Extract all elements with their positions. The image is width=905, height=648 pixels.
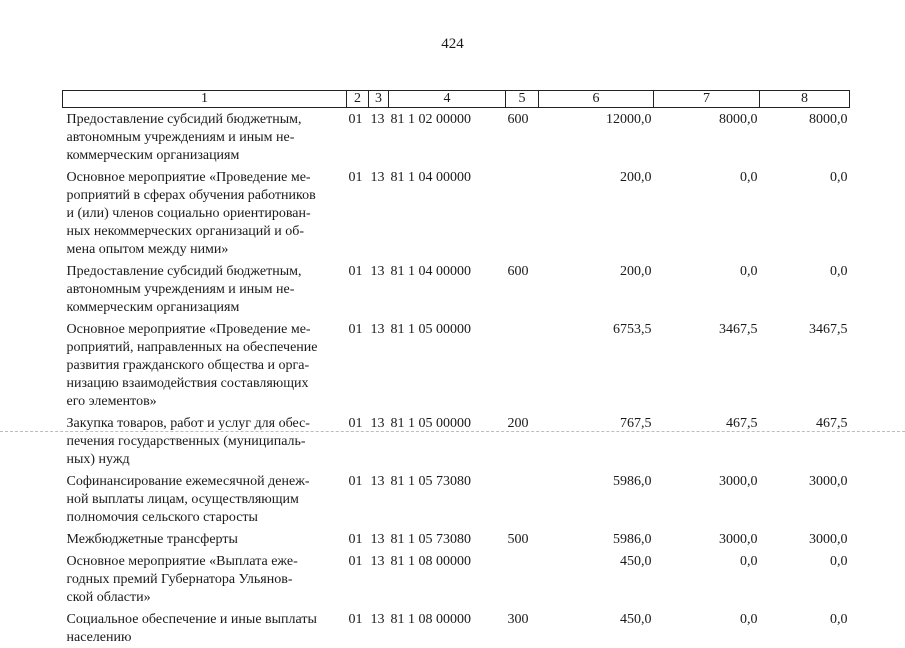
target-article-cell: 81 1 04 00000: [389, 260, 506, 318]
row-name-line: и (или) членов социально ориентирован-: [67, 205, 341, 223]
table-row: [63, 608, 850, 648]
table-row: [63, 412, 850, 470]
scan-artifact-line: [0, 431, 905, 432]
column-header: 2: [347, 91, 369, 108]
amount-col6-cell: 767,5: [539, 412, 654, 470]
amount-col8-cell: 8000,0: [760, 108, 850, 167]
expense-type-cell: 600: [506, 108, 539, 167]
row-name-cell: [63, 108, 347, 167]
row-name-line: Межбюджетные трансферты: [67, 531, 341, 549]
column-header: 5: [506, 91, 539, 108]
header-row: [63, 91, 850, 108]
subsection-code-cell: 13: [369, 412, 389, 470]
row-name-cell: [63, 166, 347, 260]
subsection-code-cell: 13: [369, 260, 389, 318]
row-name-cell: [63, 608, 347, 648]
amount-col7-cell: 0,0: [654, 260, 760, 318]
table-row: [63, 470, 850, 528]
section-code-cell: 01: [347, 412, 369, 470]
amount-col7-cell: 0,0: [654, 550, 760, 608]
row-name-line: автономным учреждениям и иным не-: [67, 129, 341, 147]
target-article-cell: 81 1 05 00000: [389, 318, 506, 412]
row-name-line: полномочия сельского старосты: [67, 509, 341, 527]
row-name-line: Софинансирование ежемесячной денеж-: [67, 473, 341, 491]
target-article-cell: 81 1 04 00000: [389, 166, 506, 260]
row-name-line: ных) нужд: [67, 451, 341, 469]
column-header: 8: [760, 91, 850, 108]
amount-col6-cell: 450,0: [539, 608, 654, 648]
column-header: 3: [369, 91, 389, 108]
subsection-code-cell: 13: [369, 166, 389, 260]
subsection-code-cell: 13: [369, 318, 389, 412]
row-name-line: населению: [67, 629, 341, 647]
amount-col7-cell: 3000,0: [654, 528, 760, 550]
row-name-line: Основное мероприятие «Проведение ме-: [67, 321, 341, 339]
target-article-cell: 81 1 05 73080: [389, 470, 506, 528]
amount-col6-cell: 5986,0: [539, 470, 654, 528]
row-name-line: коммерческим организациям: [67, 147, 341, 165]
budget-table: [62, 90, 850, 648]
amount-col6-cell: 12000,0: [539, 108, 654, 167]
section-code-cell: 01: [347, 528, 369, 550]
table-body: [63, 108, 850, 648]
row-name-cell: [63, 260, 347, 318]
row-name-line: Предоставление субсидий бюджетным,: [67, 111, 341, 129]
amount-col7-cell: 3000,0: [654, 470, 760, 528]
row-name-cell: [63, 412, 347, 470]
section-code-cell: 01: [347, 260, 369, 318]
section-code-cell: 01: [347, 550, 369, 608]
expense-type-cell: 500: [506, 528, 539, 550]
amount-col6-cell: 6753,5: [539, 318, 654, 412]
row-name-line: Социальное обеспечение и иные выплаты: [67, 611, 341, 629]
amount-col7-cell: 467,5: [654, 412, 760, 470]
column-header: 1: [63, 91, 347, 108]
row-name-line: Предоставление субсидий бюджетным,: [67, 263, 341, 281]
row-name-line: роприятий в сферах обучения работников: [67, 187, 341, 205]
section-code-cell: 01: [347, 166, 369, 260]
column-header: 4: [389, 91, 506, 108]
table-row: [63, 550, 850, 608]
amount-col8-cell: 0,0: [760, 166, 850, 260]
expense-type-cell: 300: [506, 608, 539, 648]
row-name-line: годных премий Губернатора Ульянов-: [67, 571, 341, 589]
amount-col8-cell: 0,0: [760, 260, 850, 318]
row-name-line: Основное мероприятие «Выплата еже-: [67, 553, 341, 571]
subsection-code-cell: 13: [369, 108, 389, 167]
row-name-cell: [63, 318, 347, 412]
amount-col8-cell: 3000,0: [760, 528, 850, 550]
table-row: [63, 260, 850, 318]
subsection-code-cell: 13: [369, 550, 389, 608]
amount-col8-cell: 3000,0: [760, 470, 850, 528]
row-name-line: его элементов»: [67, 393, 341, 411]
row-name-line: Основное мероприятие «Проведение ме-: [67, 169, 341, 187]
row-name-line: ной выплаты лицам, осуществляющим: [67, 491, 341, 509]
subsection-code-cell: 13: [369, 608, 389, 648]
section-code-cell: 01: [347, 470, 369, 528]
amount-col6-cell: 200,0: [539, 260, 654, 318]
expense-type-cell: 600: [506, 260, 539, 318]
row-name-line: автономным учреждениям и иным не-: [67, 281, 341, 299]
section-code-cell: 01: [347, 108, 369, 167]
row-name-cell: [63, 470, 347, 528]
row-name-line: развития гражданского общества и орга-: [67, 357, 341, 375]
amount-col8-cell: 3467,5: [760, 318, 850, 412]
subsection-code-cell: 13: [369, 470, 389, 528]
target-article-cell: 81 1 08 00000: [389, 608, 506, 648]
expense-type-cell: [506, 318, 539, 412]
expense-type-cell: [506, 470, 539, 528]
amount-col8-cell: 0,0: [760, 608, 850, 648]
row-name-line: роприятий, направленных на обеспечение: [67, 339, 341, 357]
amount-col6-cell: 5986,0: [539, 528, 654, 550]
table-row: [63, 166, 850, 260]
row-name-line: низацию взаимодействия составляющих: [67, 375, 341, 393]
row-name-line: мена опытом между ними»: [67, 241, 341, 259]
expense-type-cell: 200: [506, 412, 539, 470]
row-name-line: коммерческим организациям: [67, 299, 341, 317]
target-article-cell: 81 1 02 00000: [389, 108, 506, 167]
row-name-line: ской области»: [67, 589, 341, 607]
amount-col7-cell: 3467,5: [654, 318, 760, 412]
table-row: [63, 318, 850, 412]
amount-col7-cell: 0,0: [654, 608, 760, 648]
amount-col8-cell: 0,0: [760, 550, 850, 608]
amount-col6-cell: 450,0: [539, 550, 654, 608]
amount-col8-cell: 467,5: [760, 412, 850, 470]
amount-col7-cell: 8000,0: [654, 108, 760, 167]
row-name-line: ных некоммерческих организаций и об-: [67, 223, 341, 241]
section-code-cell: 01: [347, 608, 369, 648]
page-number: 424: [0, 36, 905, 53]
expense-type-cell: [506, 166, 539, 260]
row-name-cell: [63, 550, 347, 608]
amount-col6-cell: 200,0: [539, 166, 654, 260]
row-name-cell: [63, 528, 347, 550]
section-code-cell: 01: [347, 318, 369, 412]
column-header: 6: [539, 91, 654, 108]
expense-type-cell: [506, 550, 539, 608]
subsection-code-cell: 13: [369, 528, 389, 550]
amount-col7-cell: 0,0: [654, 166, 760, 260]
table-row: [63, 108, 850, 167]
row-name-line: печения государственных (муниципаль-: [67, 433, 341, 451]
target-article-cell: 81 1 05 00000: [389, 412, 506, 470]
target-article-cell: 81 1 05 73080: [389, 528, 506, 550]
row-name-line: Закупка товаров, работ и услуг для обес-: [67, 415, 341, 433]
target-article-cell: 81 1 08 00000: [389, 550, 506, 608]
table-row: [63, 528, 850, 550]
column-header: 7: [654, 91, 760, 108]
